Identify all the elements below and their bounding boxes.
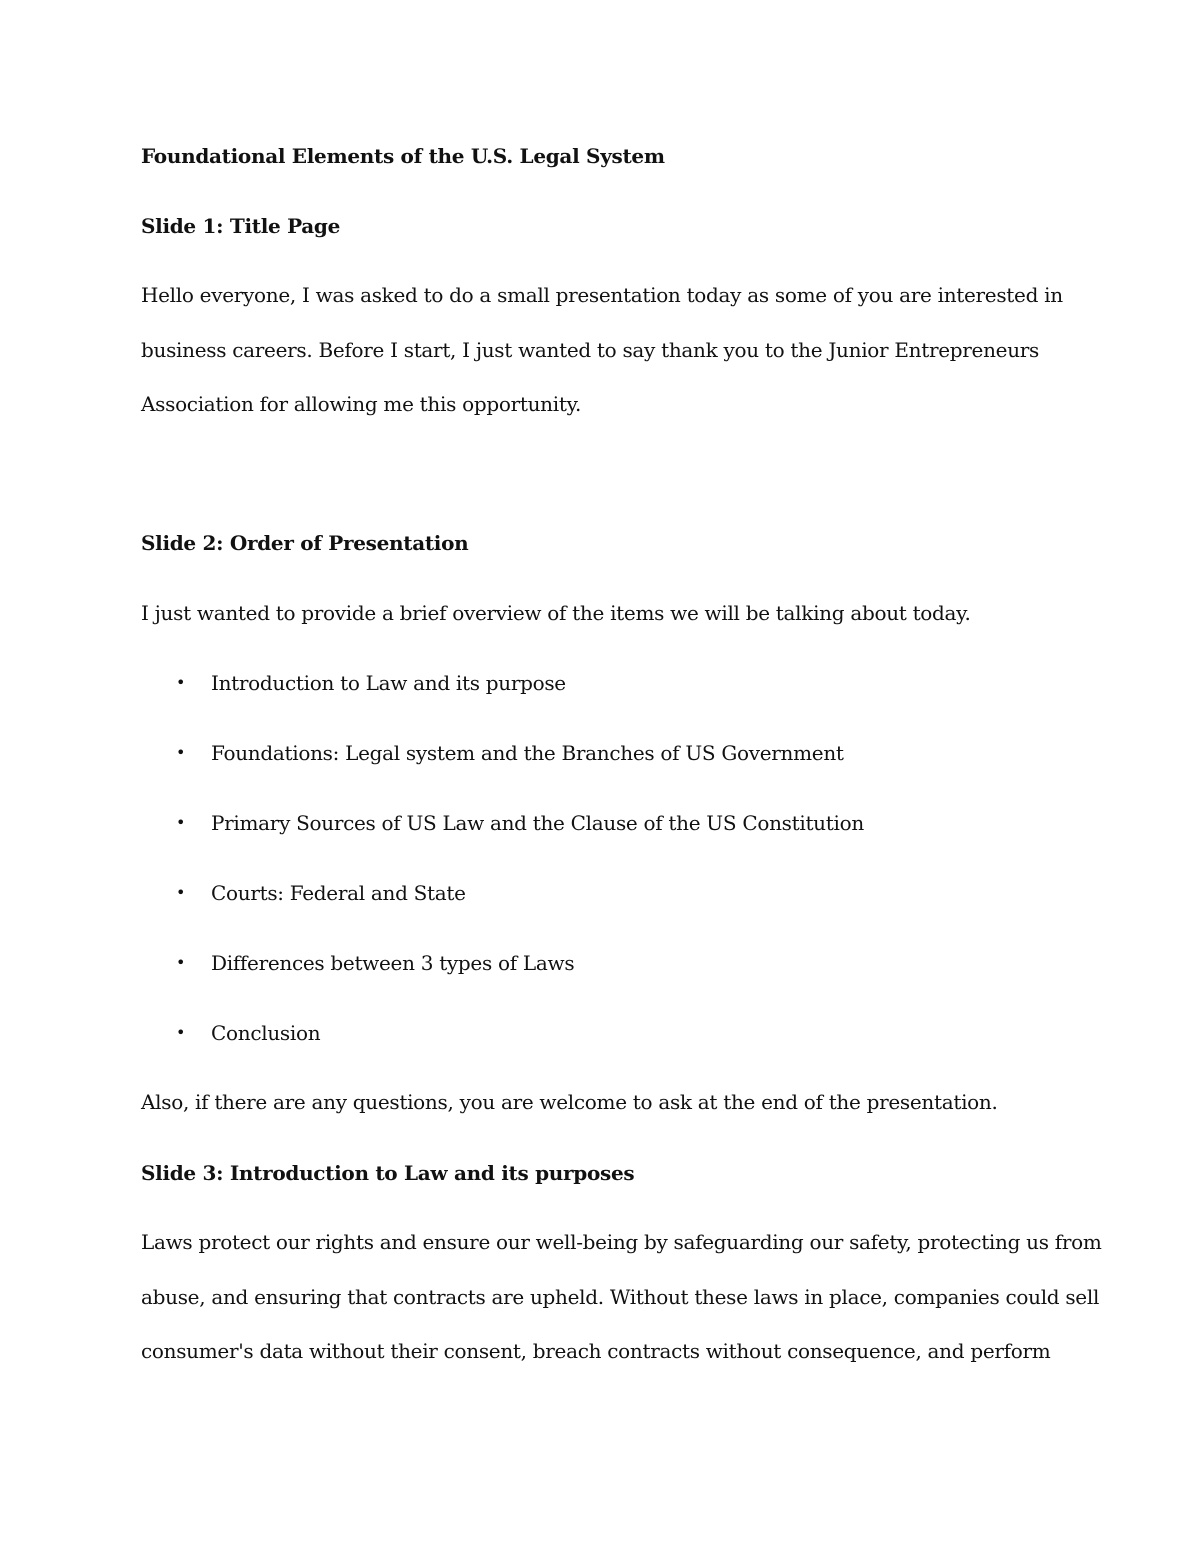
bullet-list-item [0, 880, 1200, 906]
bullet-icon: • [176, 673, 186, 692]
slide3-paragraph-line: abuse, and ensuring that contracts are upheld. Without these laws in place, companies could sell [141, 1285, 1100, 1309]
slide3-paragraph-line: consumer's data without their consent, breach contracts without consequence, and perform [141, 1339, 1051, 1363]
bullet-text: Introduction to Law and its purpose [211, 671, 566, 695]
bullet-list-item [0, 1020, 1200, 1046]
bullet-icon: • [176, 883, 186, 902]
bullet-icon: • [176, 953, 186, 972]
bullet-list-item [0, 810, 1200, 836]
bullet-list-item [0, 740, 1200, 766]
slide2-outro: Also, if there are any questions, you are welcome to ask at the end of the presentation. [141, 1090, 998, 1114]
bullet-icon: • [176, 1023, 186, 1042]
bullet-icon: • [176, 743, 186, 762]
slide2-intro: I just wanted to provide a brief overview of the items we will be talking about today. [141, 601, 971, 625]
bullet-text: Differences between 3 types of Laws [211, 951, 575, 975]
document-title: Foundational Elements of the U.S. Legal System [141, 144, 665, 168]
bullet-text: Foundations: Legal system and the Branches of US Government [211, 741, 844, 765]
slide2-heading: Slide 2: Order of Presentation [141, 531, 469, 555]
bullet-list-item [0, 950, 1200, 976]
slide1-paragraph-line: Association for allowing me this opportunity. [141, 392, 581, 416]
bullet-text: Conclusion [211, 1021, 321, 1045]
slide1-paragraph-line: business careers. Before I start, I just wanted to say thank you to the Junior Entrepreneurs [141, 338, 1039, 362]
slide3-heading: Slide 3: Introduction to Law and its purposes [141, 1161, 635, 1185]
bullet-icon: • [176, 813, 186, 832]
bullet-list-item [0, 670, 1200, 696]
bullet-text: Primary Sources of US Law and the Clause of the US Constitution [211, 811, 864, 835]
slide3-paragraph-line: Laws protect our rights and ensure our well-being by safeguarding our safety, protecting us from [141, 1230, 1102, 1254]
slide1-heading: Slide 1: Title Page [141, 214, 341, 238]
slide1-paragraph-line: Hello everyone, I was asked to do a small presentation today as some of you are interested in [141, 283, 1063, 307]
bullet-text: Courts: Federal and State [211, 881, 466, 905]
